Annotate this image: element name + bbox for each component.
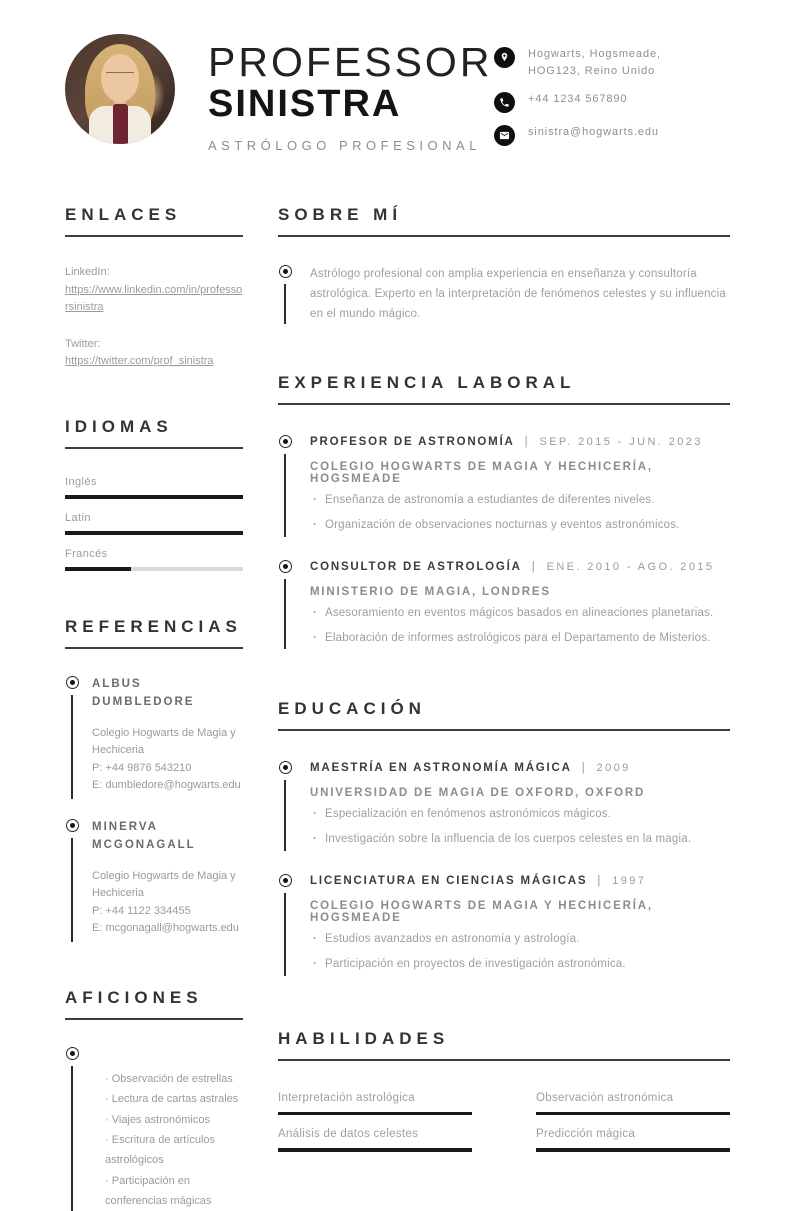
timeline-marker	[278, 874, 292, 976]
timeline-line	[284, 454, 286, 537]
degree-title: LICENCIATURA EN CIENCIAS MÁGICAS	[310, 875, 588, 888]
hobby-item: · Viajes astronómicos	[105, 1110, 243, 1130]
timeline-marker	[278, 761, 292, 851]
experience-content	[310, 435, 730, 537]
education-bullets	[310, 806, 691, 849]
skill-bar-fill	[536, 1148, 730, 1152]
timeline-marker	[278, 435, 292, 537]
experience-title: EXPERIENCIA LABORAL	[278, 373, 730, 405]
education-bullet: · Especialización en fenómenos astronómicos mágicos.	[310, 806, 691, 824]
reference-phone: P: +44 9876 543210	[92, 761, 192, 774]
skill-item	[536, 1128, 730, 1152]
contact-address-row	[494, 46, 730, 80]
education-entry	[278, 761, 730, 851]
experience-bullet: · Asesoramiento en eventos mágicos basados en alineaciones planetarias.	[310, 605, 714, 623]
experience-content	[310, 560, 714, 650]
organization-name: COLEGIO HOGWARTS DE MAGIA Y HECHICERÍA, HOGSMEADE	[310, 461, 653, 486]
degree-dates: 1997	[612, 875, 647, 888]
references-list	[65, 676, 243, 942]
role-dates: SEP. 2015 - JUN. 2023	[539, 436, 703, 449]
experience-bullets	[310, 605, 714, 648]
language-bar-fill	[65, 531, 243, 535]
phone-text: +44 1234 567890	[528, 93, 628, 106]
degree-date-divider: |	[597, 875, 603, 888]
language-bar	[65, 567, 243, 571]
skill-name: Predicción mágica	[536, 1128, 636, 1141]
education-bullet: · Estudios avanzados en astronomía y astrología.	[310, 931, 730, 949]
education-bullet: · Participación en proyectos de investigación astronómica.	[310, 956, 730, 974]
reference-details	[92, 868, 243, 938]
timeline-line	[71, 695, 73, 799]
degree-line	[310, 874, 730, 889]
section-skills	[278, 1029, 730, 1152]
bullet-ring-icon	[279, 435, 292, 448]
hobby-item: · Participación en conferencias mágicas	[105, 1171, 243, 1211]
timeline-line	[71, 838, 73, 942]
role-title: PROFESOR DE ASTRONOMÍA	[310, 436, 515, 449]
right-column	[278, 205, 730, 1211]
hobbies-title: AFICIONES	[65, 988, 243, 1020]
role-line	[310, 435, 730, 450]
organization-name: MINISTERIO DE MAGIA, LONDRES	[310, 585, 551, 598]
hobbies-entry	[65, 1047, 243, 1211]
section-experience	[278, 373, 730, 649]
skill-bar-fill	[536, 1112, 730, 1116]
contact-phone-row	[494, 91, 730, 113]
reference-name: ALBUS DUMBLEDORE	[92, 678, 195, 708]
skill-item	[278, 1092, 472, 1116]
twitter-link[interactable]: https://twitter.com/prof_sinistra	[65, 355, 214, 368]
content-columns	[65, 205, 730, 1211]
contact-block	[494, 46, 730, 146]
last-name: SINISTRA	[208, 83, 402, 126]
skill-bar	[536, 1148, 730, 1152]
timeline-line	[284, 780, 286, 851]
experience-list	[278, 435, 730, 649]
timeline-line	[71, 1066, 73, 1211]
bullet-ring-icon	[279, 874, 292, 887]
role-line	[310, 560, 714, 575]
education-bullets	[310, 931, 730, 974]
language-name: Latin	[65, 512, 91, 525]
twitter-label: Twitter:	[65, 337, 101, 350]
education-bullet: · Investigación sobre la influencia de los cuerpos celestes en la magia.	[310, 831, 691, 849]
phone-icon	[494, 92, 515, 113]
link-item-linkedin	[65, 264, 243, 317]
reference-phone: P: +44 1122 334455	[92, 904, 191, 917]
bullet-ring-icon	[66, 819, 79, 832]
photo-glasses	[106, 72, 134, 80]
timeline-line	[284, 579, 286, 650]
hobby-item: · Escritura de artículos astrológicos	[105, 1130, 243, 1171]
hobby-item: · Lectura de cartas astrales	[105, 1089, 243, 1109]
skill-bar	[278, 1148, 472, 1152]
timeline-line	[284, 893, 286, 976]
address-text: Hogwarts, Hogsmeade, HOG123, Reino Unido	[528, 48, 661, 78]
reference-details	[92, 725, 243, 795]
languages-list	[65, 476, 243, 571]
reference-email: E: mcgonagall@hogwarts.edu	[92, 922, 239, 935]
timeline-line	[284, 284, 286, 324]
contact-email-row	[494, 124, 730, 146]
reference-org: Colegio Hogwarts de Magia y Hechiceria	[92, 726, 236, 757]
education-content	[310, 874, 730, 976]
bullet-ring-icon	[279, 761, 292, 774]
language-bar	[65, 495, 243, 499]
timeline-marker	[65, 819, 79, 942]
timeline-marker	[278, 265, 292, 324]
timeline-marker	[278, 560, 292, 650]
skill-bar-fill	[278, 1148, 472, 1152]
experience-entry	[278, 435, 730, 537]
skills-grid	[278, 1092, 730, 1152]
bullet-ring-icon	[279, 560, 292, 573]
links-title: ENLACES	[65, 205, 243, 237]
first-name: PROFESSOR	[208, 39, 493, 85]
bullet-ring-icon	[66, 676, 79, 689]
education-content	[310, 761, 691, 851]
skills-title: HABILIDADES	[278, 1029, 730, 1061]
skill-bar	[278, 1112, 472, 1116]
photo-scarf	[113, 104, 128, 144]
section-links	[65, 205, 243, 371]
role-dates: ENE. 2010 - AGO. 2015	[546, 560, 715, 573]
location-pin-icon	[494, 47, 515, 68]
role-title: CONSULTOR DE ASTROLOGÍA	[310, 560, 522, 573]
education-list	[278, 761, 730, 975]
skill-name: Interpretación astrológica	[278, 1091, 415, 1104]
linkedin-link[interactable]: https://www.linkedin.com/in/professorsinistra	[65, 283, 243, 314]
language-row	[65, 512, 243, 535]
language-bar-fill	[65, 567, 131, 571]
institution-name: COLEGIO HOGWARTS DE MAGIA Y HECHICERÍA, HOGSMEADE	[310, 899, 653, 924]
job-subtitle: ASTRÓLOGO PROFESIONAL	[208, 138, 481, 154]
skill-name: Observación astronómica	[536, 1091, 674, 1104]
email-text: sinistra@hogwarts.edu	[528, 126, 659, 139]
language-bar-fill	[65, 495, 243, 499]
reference-org: Colegio Hogwarts de Magia y Hechiceria	[92, 869, 236, 900]
language-bar	[65, 531, 243, 535]
about-entry	[278, 265, 730, 324]
experience-bullet: · Organización de observaciones nocturnas y eventos astronómicos.	[310, 517, 730, 535]
section-references	[65, 617, 243, 942]
header	[65, 34, 730, 153]
experience-bullet: · Enseñanza de astronomía a estudiantes de diferentes niveles.	[310, 492, 730, 510]
bullet-ring-icon	[279, 265, 292, 278]
degree-title: MAESTRÍA EN ASTRONOMÍA MÁGICA	[310, 762, 572, 775]
bullet-ring-icon	[66, 1047, 79, 1060]
section-languages	[65, 417, 243, 571]
skill-bar-fill	[278, 1112, 472, 1116]
experience-bullet: · Elaboración de informes astrológicos para el Departamento de Misterios.	[310, 630, 714, 648]
reference-name: MINERVA MCGONAGALL	[92, 821, 196, 851]
reference-email: E: dumbledore@hogwarts.edu	[92, 779, 241, 792]
degree-line	[310, 761, 691, 776]
section-hobbies	[65, 988, 243, 1211]
language-row	[65, 476, 243, 499]
experience-bullets	[310, 492, 730, 535]
skill-item	[278, 1128, 472, 1152]
link-item-twitter	[65, 336, 243, 371]
section-about	[278, 205, 730, 324]
skill-bar	[536, 1112, 730, 1116]
timeline-marker	[65, 676, 79, 799]
name-block	[208, 40, 492, 153]
hobbies-list	[105, 1069, 243, 1211]
references-title: REFERENCIAS	[65, 617, 243, 649]
about-text: Astrólogo profesional con amplia experiencia en enseñanza y consultoría astrológica. Experto en la interpretación de fenómenos celestes y su influencia en el mundo mágico.	[310, 268, 726, 320]
experience-entry	[278, 560, 730, 650]
skill-item	[536, 1092, 730, 1116]
languages-title: IDIOMAS	[65, 417, 243, 449]
degree-date-divider: |	[581, 762, 587, 775]
reference-entry	[65, 676, 243, 799]
role-date-divider: |	[531, 560, 537, 573]
language-row	[65, 548, 243, 571]
hobby-item: · Observación de estrellas	[105, 1069, 243, 1089]
education-entry	[278, 874, 730, 976]
reference-content	[92, 676, 243, 799]
about-title: SOBRE MÍ	[278, 205, 730, 237]
education-title: EDUCACIÓN	[278, 699, 730, 731]
institution-name: UNIVERSIDAD DE MAGIA DE OXFORD, OXFORD	[310, 787, 646, 800]
role-date-divider: |	[524, 436, 530, 449]
links-body	[65, 264, 243, 371]
profile-photo	[65, 34, 175, 144]
reference-entry	[65, 819, 243, 942]
skill-name: Análisis de datos celestes	[278, 1128, 419, 1141]
section-education	[278, 699, 730, 975]
left-column	[65, 205, 243, 1211]
language-name: Inglés	[65, 476, 97, 489]
email-icon	[494, 125, 515, 146]
reference-content	[92, 819, 243, 942]
degree-dates: 2009	[596, 762, 631, 775]
linkedin-label: LinkedIn:	[65, 266, 110, 279]
timeline-marker	[65, 1047, 79, 1211]
language-name: Francés	[65, 548, 108, 561]
